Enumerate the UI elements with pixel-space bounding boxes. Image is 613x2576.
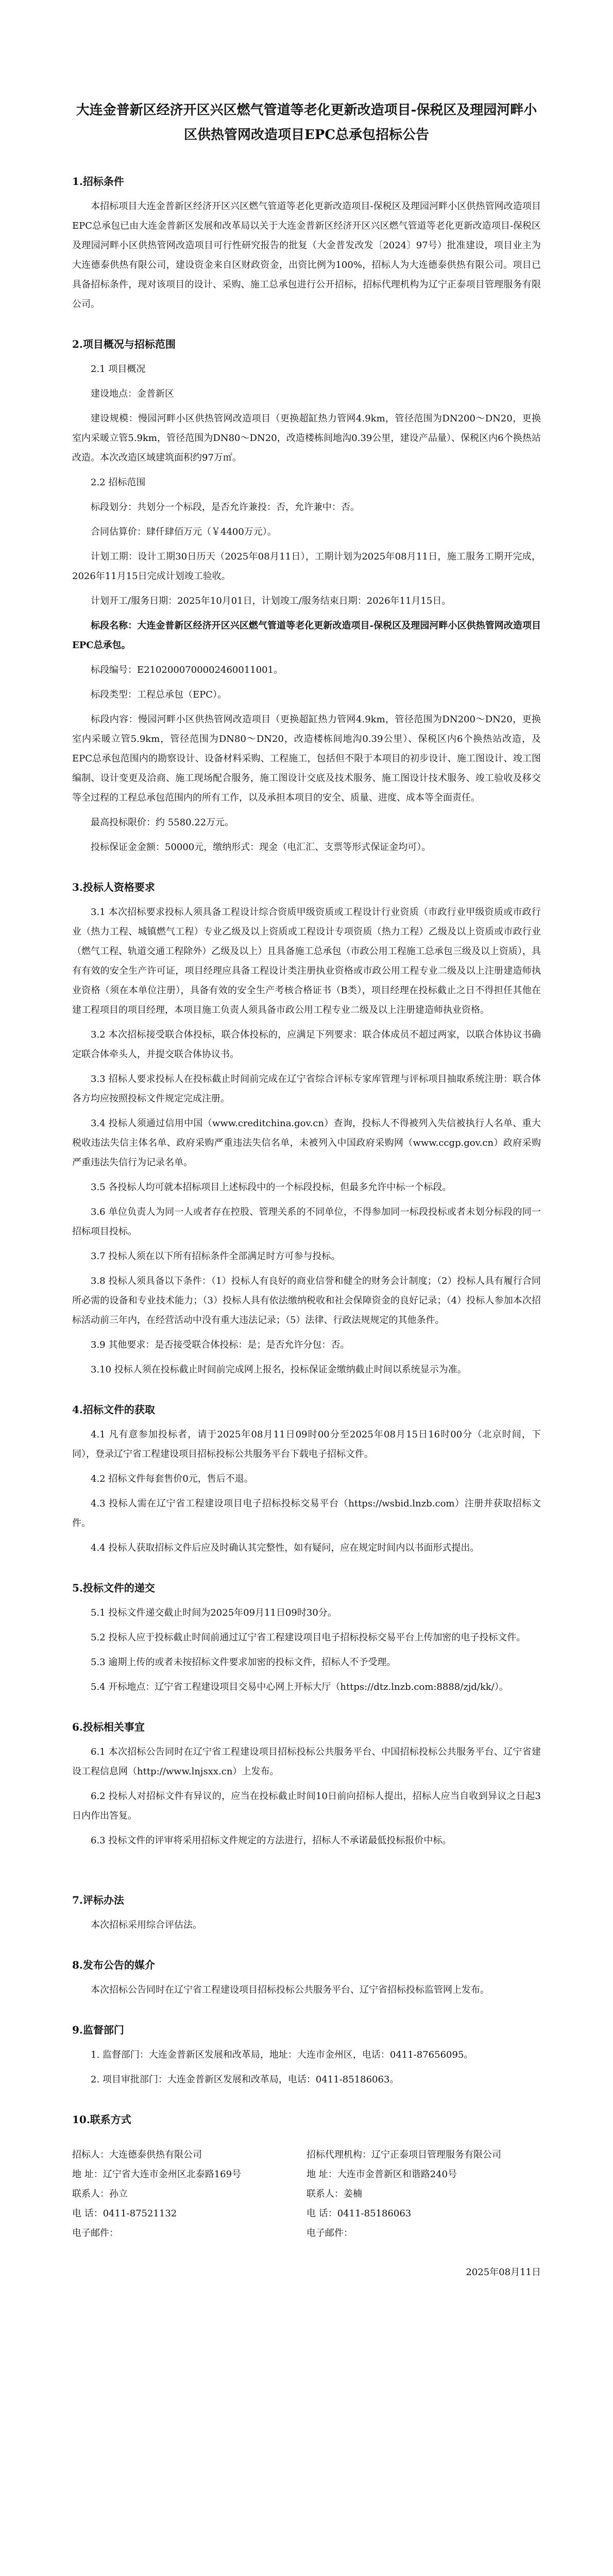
paragraph: 本次招标采用综合评估法。: [91, 1920, 202, 1930]
paragraph: 投标保证金金额：50000元，缴纳形式：现金（电汇汇、支票等形式保证金均可）。: [91, 842, 431, 853]
paragraph: 建设地点：金普新区: [91, 388, 174, 399]
contact-value: 辽宁省大连市金州区北泰路169号: [103, 2169, 242, 2180]
contact-label: 电 话：: [306, 2208, 337, 2219]
contact-label: 电 话：: [72, 2208, 103, 2219]
paragraph: 4.2 招标文件每套售价0元，售后不退。: [91, 1473, 253, 1484]
contact-label: 电子邮件：: [72, 2228, 118, 2239]
agency-contacts: [306, 2145, 541, 2243]
contact-value: 大连德泰供热有限公司: [109, 2149, 202, 2160]
paragraph: 标段名称：大连金普新区经济开区兴区燃气管道等老化更新改造项目-保税区及理园河畔小区供热管网改造项目EPC总承包。: [72, 620, 541, 651]
paragraph: 3.10 投标人须在投标截止时间前完成网上报名，投标保证金缴纳截止时间以系统显示为准。: [91, 1364, 467, 1375]
paragraph: 3.2 本次招标接受联合体投标，联合体投标的，应满足下列要求：联合体成员不超过两家，以联合体协议书确定联合体牵头人，并提交联合体协议书。: [72, 1029, 541, 1060]
contact-label: 电子邮件：: [306, 2228, 353, 2239]
section-heading: 10.联系方式: [72, 2113, 131, 2126]
paragraph: 5.1 投标文件递交截止时间为2025年09月11日09时30分。: [91, 1607, 337, 1618]
paragraph: 6.2 投标人对招标文件有异议的，应当在投标截止时间10日前向招标人提出，招标人应当自收到异议之日起3日内作出答复。: [72, 1791, 541, 1821]
notice-date: 2025年08月11日: [466, 2267, 541, 2278]
contact-label: 联系人：: [306, 2189, 344, 2199]
paragraph: 本次招标公告同时在辽宁省工程建设项目招标投标公共服务平台、辽宁省招标投标监管网上发布。: [91, 1985, 489, 1995]
contact-value: 0411-85186063: [337, 2208, 412, 2219]
section-heading: 6.投标相关事宜: [72, 1721, 145, 1733]
contact-value: 孙立: [109, 2189, 128, 2199]
page-title: 大连金普新区经济开区兴区燃气管道等老化更新改造项目-保税区及理园河畔小区供热管网改造项目EPC总承包招标公告: [76, 103, 537, 143]
paragraph: 3.5 各投标人均可就本招标项目上述标段中的一个标段投标，但最多允许中标一个标段。: [91, 1182, 452, 1193]
contact-value: 0411-87521132: [103, 2208, 177, 2219]
paragraph: 5.3 逾期上传的或者未按招标文件要求加密的投标文件，招标人不予受理。: [91, 1657, 396, 1668]
contact-label: 地 址：: [306, 2169, 337, 2180]
contact-label: 联系人：: [72, 2189, 109, 2199]
contact-value: 大连市金普新区和谐路240号: [337, 2169, 457, 2180]
contact-label: 地 址：: [72, 2169, 103, 2180]
paragraph: 5.2 投标人应于投标截止时间前通过辽宁省工程建设项目电子招标投标交易平台上传加密的电子投标文件。: [91, 1632, 526, 1643]
paragraph: 4.1 凡有意参加投标者，请于2025年08月11日09时00分至2025年08月15日16时00分（北京时间，下同），登录辽宁省工程建设项目招标投标公共服务平台下载电子招标文件。: [72, 1429, 541, 1460]
section-heading: 8.发布公告的媒介: [72, 1959, 155, 1971]
paragraph: 标段内容：慢园河畔小区供热管网改造项目（更换超缸热力管网4.9km，管径范围为DN200～DN20，更换室内采暖立管5.9km，管径范围为DN80～DN20，改造楼栋间地沟0.39公里）、保税区内6个换热站改造，及EPC总承包范围内的勘察设计、设备材料采购、工程施工，包括但不限于本项目的初步设计、施工图设计、竣工图编制、设计变更及洽商、施工现场配合服务，施工图设计交底及技术服务、施工图设计技术服务、竣工验收及移交等全过程的工程总承包范围内的所有工作，以及承担本项目的安全、质量、进度、成本等全面责任。: [72, 714, 541, 803]
section-heading: 1.招标条件: [72, 175, 124, 188]
section-heading: 7.评标办法: [72, 1894, 124, 1906]
paragraph: 3.1 本次招标要求投标人须具备工程设计综合资质甲级资质或工程设计行业资质（市政行业甲级资质或市政行业（热力工程、城镇燃气工程）专业乙级及以上资质或工程设计专项资质（热力工程）乙级及以上资质或市政行业（燃气工程、轨道交通工程除外）乙级及以上）且具备施工总承包（市政公用工程施工总承包三级及以上资质），具有有效的安全生产许可证，项目经理应具备工程设计类注册执业资格或市政公用工程专业二级及以上注册建造师执业资格（须在本单位注册），具备有效的安全生产考核合格证书（B类），项目经理在投标截止之日不得担任其他在建工程项目的项目经理，本项目施工负责人须具备市政公用工程专业二级及以上注册建造师执业资格。: [72, 907, 541, 1015]
paragraph: 3.7 投标人须在以下所有招标条件全部满足时方可参与投标。: [91, 1251, 340, 1262]
section-heading: 3.投标人资格要求: [72, 881, 155, 893]
paragraph: 计划开工/服务日期：2025年10月01日，计划竣工/服务结束日期：2026年11月15日。: [91, 596, 451, 606]
paragraph: 2.2 招标范围: [91, 477, 146, 488]
tenderer-contacts: [72, 2145, 306, 2243]
paragraph: 2. 项目审批部门：大连金普新区发展和改革局，电话：0411-85186063。: [91, 2074, 399, 2085]
paragraph: 3.4 投标人须通过信用中国（www.creditchina.gov.cn）查询，投标人不得被列入失信被执行人名单、重大税收违法失信主体名单、政府采购严重违法失信名单，未被列入中国政府采购网（www.ccgp.gov.cn）政府采购严重违法失信行为记录名单。: [72, 1118, 541, 1168]
contact-label: 招标人：: [72, 2149, 109, 2160]
contact-value: 姜楠: [344, 2189, 362, 2199]
paragraph: 1. 监督部门：大连金普新区发展和改革局，地址：大连市金州区，电话：0411-87656095。: [91, 2049, 473, 2060]
paragraph: 建设规模：慢园河畔小区供热管网改造项目（更换超缸热力管网4.9km，管径范围为DN200～DN20，更换室内采暖立管5.9km，管径范围为DN80～DN20，改造楼栋间地沟0.39公里，建设产品量）、保税区内6个换热站改造。本次改造区域建筑面积约97万㎡。: [72, 413, 541, 463]
section-heading: 4.招标文件的获取: [72, 1403, 155, 1416]
contact-block: [72, 2145, 541, 2243]
contact-value: 辽宁正泰项目管理服务有限公司: [371, 2149, 501, 2160]
section-heading: 5.投标文件的递交: [72, 1582, 155, 1594]
paragraph: 3.6 单位负责人为同一人或者存在控股、管理关系的不同单位，不得参加同一标段投标或者未划分标段的同一招标项目投标。: [72, 1207, 541, 1237]
paragraph: 3.9 其他要求：是否接受联合体投标：是；是否允许分包：否。: [91, 1340, 350, 1350]
paragraph: 最高投标限价：约 5580.22万元。: [91, 817, 234, 828]
section-heading: 2.项目概况与招标范围: [72, 338, 176, 350]
paragraph: 5.4 开标地点：辽宁省工程建设项目交易中心网上开标大厅（https://dtz.lnzb.com:8888/zjd/kk/）。: [91, 1682, 508, 1692]
paragraph: 3.3 招标人要求投标人在投标截止时间前完成在辽宁省综合评标专家库管理与评标项目抽取系统注册：联合体各方均应按照投标文件规定完成注册。: [72, 1074, 541, 1104]
paragraph: 本招标项目大连金普新区经济开区兴区燃气管道等老化更新改造项目-保税区及理园河畔小区供热管网改造项目EPC总承包已由大连金普新区发展和改革局以关于大连金普新区经济开区兴区燃气管道等老化更新改造项目-保税区及理园河畔小区供热管网改造项目可行性研究报告的批复（大金普发改发〔2024〕97号）批准建设，项目业主为大连德泰供热有限公司，建设资金来自区财政资金，出资比例为100%，招标人为大连德泰供热有限公司。项目已具备招标条件，现对该项目的设计、采购、施工总承包进行公开招标，招标代理机构为辽宁正泰项目管理服务有限公司。: [72, 201, 541, 310]
paragraph: 4.3 投标人需在辽宁省工程建设项目电子招标投标交易平台（https://wsbid.lnzb.com）注册并获取招标文件。: [72, 1498, 541, 1529]
paragraph: 6.3 投标文件的评审将采用招标文件规定的方法进行，招标人不承诺最低投标报价中标。: [91, 1835, 452, 1846]
paragraph: 合同估算价：肆仟肆佰万元（￥4400万元）。: [91, 527, 277, 537]
paragraph: 标段编号：E2102000700002460011001。: [91, 665, 283, 675]
paragraph: 2.1 项目概况: [91, 364, 146, 375]
paragraph: 标段类型：工程总承包（EPC）。: [91, 689, 227, 700]
paragraph: 标段划分：共划分一个标段，是否允许兼投：否，允许兼中：否。: [91, 502, 360, 513]
paragraph: 4.4 投标人获取招标文件后应及时确认其完整性，如有疑问，应在规定时间内以书面形式提出。: [91, 1543, 480, 1553]
paragraph: 3.8 投标人须具备以下条件：（1）投标人有良好的商业信誉和健全的财务会计制度；（2）投标人具有履行合同所必需的设备和专业技术能力；（3）投标人具有依法缴纳税收和社会保障资金的良好记录；（4）投标人参加本次招标活动前三年内，在经营活动中没有重大违法记录；（5）法律、行政法规规定的其他条件。: [72, 1276, 541, 1326]
section-heading: 9.监督部门: [72, 2024, 124, 2036]
paragraph: 计划工期：设计工期30日历天（2025年08月11日），工期计划为2025年08月11日，施工服务工期开完成，2026年11月15日完成计划竣工验收。: [72, 551, 541, 582]
paragraph: 6.1 本次招标公告同时在辽宁省工程建设项目招标投标公共服务平台、中国招标投标公共服务平台、辽宁省建设工程信息网（http://www.lnjsxx.cn）上发布。: [72, 1747, 541, 1777]
contact-label: 招标代理机构：: [306, 2149, 371, 2160]
